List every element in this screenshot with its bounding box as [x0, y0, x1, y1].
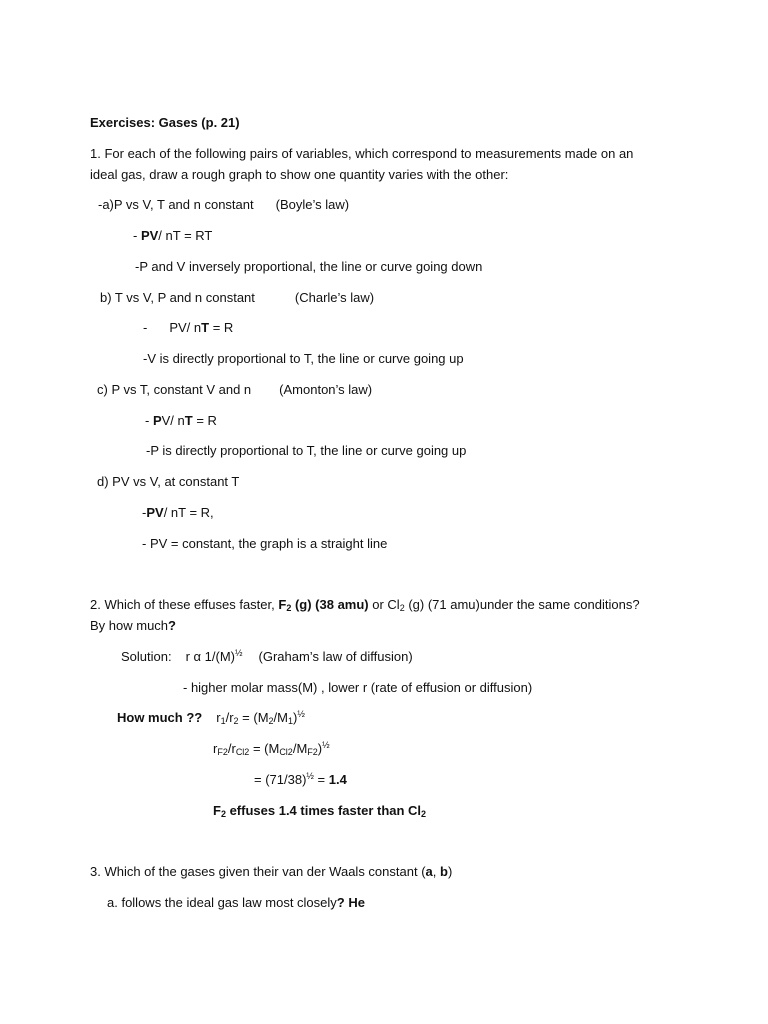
q1b-line: b) T vs V, P and n constant (Charle’s law): [100, 290, 375, 305]
q2-solution: Solution: r α $1/(M)^{\frac{1}{2}}$ (Graham’s law of diffusion): [121, 648, 413, 664]
q1a-equation: - PV/ nT = RT: [133, 228, 213, 243]
q1b-note: -V is directly proportional to T, the line or curve going up: [143, 351, 464, 366]
q1c-law: (Amonton’s law): [279, 382, 373, 397]
q2-solution-law: (Graham’s law of diffusion): [258, 649, 413, 664]
q1a-law: (Boyle’s law): [275, 197, 350, 212]
q1c-note: -P is directly proportional to T, the line or curve going up: [146, 443, 467, 458]
q2-how-much: How much ?? $r_1/r_2 = (M_2/M_1)^{\frac{1}{2}}$: [117, 709, 305, 726]
q1d-note: - PV = constant, the graph is a straight line: [142, 536, 388, 551]
q1b-equation: - PV/ nT = R: [143, 320, 234, 335]
q1b-law: (Charle’s law): [294, 290, 375, 305]
q1-prompt-line-1: 1. For each of the following pairs of variables, which correspond to measurements made on an: [90, 146, 634, 161]
q2-calculation: = $(71/38)^{\frac{1}{2}} = 1.4$: [254, 771, 347, 787]
q3-part-a: a. follows the ideal gas law most closely? He: [107, 895, 365, 910]
q1-prompt-line-2: ideal gas, draw a rough graph to show one quantity varies with the other:: [90, 167, 509, 182]
q1c-line: c) P vs T, constant V and n (Amonton’s law): [97, 382, 373, 397]
q2-prompt-line-1: 2. Which of these effuses faster, $F_2$ (g) (38 amu) or $Cl_2$ (g) (71 amu)under the same conditions?: [90, 597, 640, 613]
q2-prompt-line-2: By how much?: [90, 618, 176, 633]
q1a-note: -P and V inversely proportional, the line or curve going down: [135, 259, 483, 274]
q1a-line: -a)P vs V, T and n constant (Boyle’s law): [98, 197, 350, 212]
q2-higher-note: - higher molar mass(M) , lower r (rate of effusion or diffusion): [183, 680, 533, 695]
q2-answer: $F_2$ effuses 1.4 times faster than $Cl_2$: [213, 803, 427, 819]
q2-rate-ratio: $r_{F2}/r_{Cl2} = (M_{Cl2}/M_{F2})^{\frac{1}{2}}$: [213, 740, 330, 757]
q1d-line: d) PV vs V, at constant T: [97, 474, 240, 489]
q1d-equation: -PV/ nT = R,: [142, 505, 214, 520]
q3-prompt: 3. Which of the gases given their van der Waals constant (a, b): [90, 864, 453, 879]
page-title: Exercises: Gases (p. 21): [90, 115, 240, 130]
q1c-equation: - PV/ nT = R: [145, 413, 217, 428]
